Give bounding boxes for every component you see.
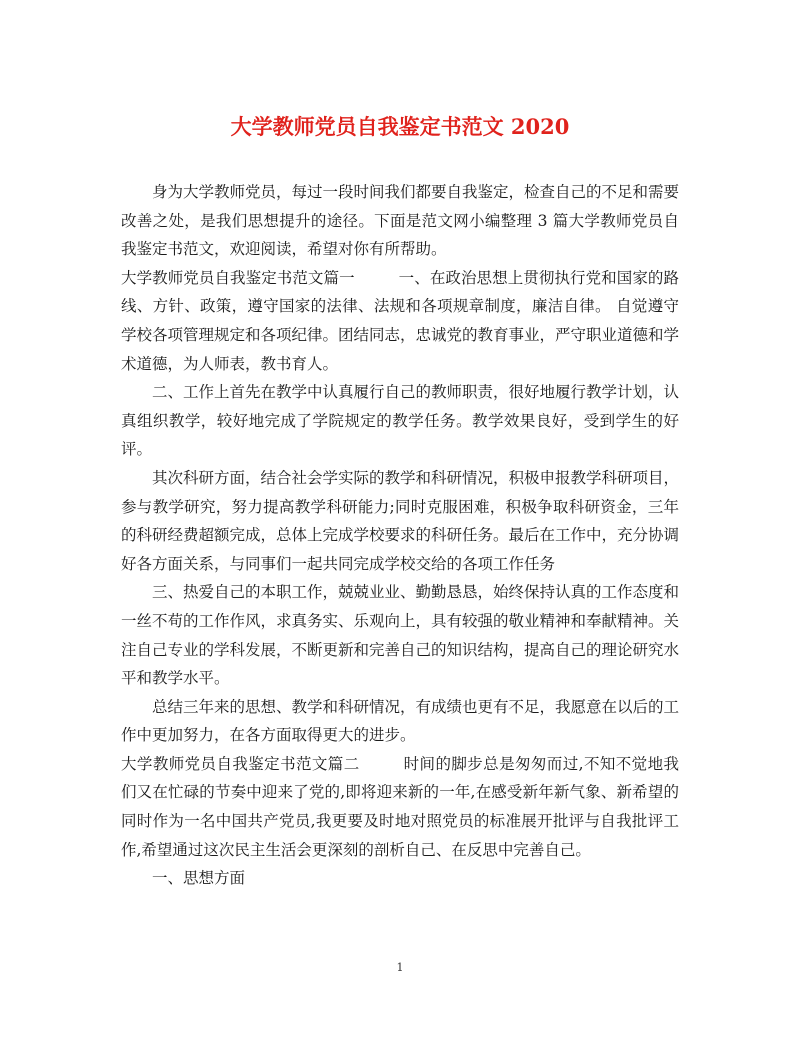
document-body <box>121 178 679 893</box>
intro-paragraph: 身为大学教师党员，每过一段时间我们都要自我鉴定，检查自己的不足和需要改善之处，是我们思想提升的途径。下面是范文网小编整理 3 篇大学教师党员自我鉴定书范文，欢迎阅读，希望对你有所帮助。 <box>121 183 680 259</box>
page-number: 1 <box>396 961 404 974</box>
paragraph-work: 二、工作上首先在教学中认真履行自己的教师职责，很好地履行教学计划，认真组织教学，较好地完成了学院规定的教学任务。教学效果良好，受到学生的好评。 <box>121 383 680 459</box>
section-1-paragraph <box>121 264 679 378</box>
paragraph-thought-heading: 一、思想方面 <box>152 869 246 888</box>
section-1-heading: 大学教师党员自我鉴定书范文篇一 <box>121 268 355 287</box>
section-2-text: 时间的脚步总是匆匆而过,不知不觉地我们又在忙碌的节奏中迎来了党的,即将迎来新的一年,在感受新年新气象、新希望的同时作为一名中国共产党员,我更要及时地对照党员的标准展开批评与自我批评工作,希望通过这次民主生活会更深刻的剖析自己、在反思中完善自己。 <box>121 754 679 859</box>
section-1-text: 一、在政治思想上贯彻执行党和国家的路线、方针、政策，遵守国家的法律、法规和各项规章制度，廉洁自律。 自觉遵守学校各项管理规定和各项纪律。团结同志，忠诚党的教育事业，严守职业道德和学术道德，为人师表，教书育人。 <box>121 268 680 373</box>
section-2-paragraph <box>121 750 679 864</box>
paragraph-research: 其次科研方面，结合社会学实际的教学和科研情况，积极申报教学科研项目，参与教学研究，努力提高教学科研能力;同时克服困难，积极争取科研资金，三年的科研经费超额完成，总体上完成学校要求的科研任务。最后在工作中，充分协调好各方面关系，与同事们一起共同完成学校交给的各项工作任务 <box>121 468 680 573</box>
document-title: 大学教师党员自我鉴定书范文 2020 <box>230 114 570 139</box>
section-2-heading: 大学教师党员自我鉴定书范文篇二 <box>121 754 360 773</box>
paragraph-dedication: 三、热爱自己的本职工作，兢兢业业、勤勤恳恳，始终保持认真的工作态度和一丝不苟的工作作风，求真务实、乐观向上，具有较强的敬业精神和奉献精神。关注自己专业的学科发展，不断更新和完善自己的知识结构，提高自己的理论研究水平和教学水平。 <box>121 583 680 688</box>
paragraph-summary: 总结三年来的思想、教学和科研情况，有成绩也更有不足，我愿意在以后的工作中更加努力，在各方面取得更大的进步。 <box>121 697 680 745</box>
